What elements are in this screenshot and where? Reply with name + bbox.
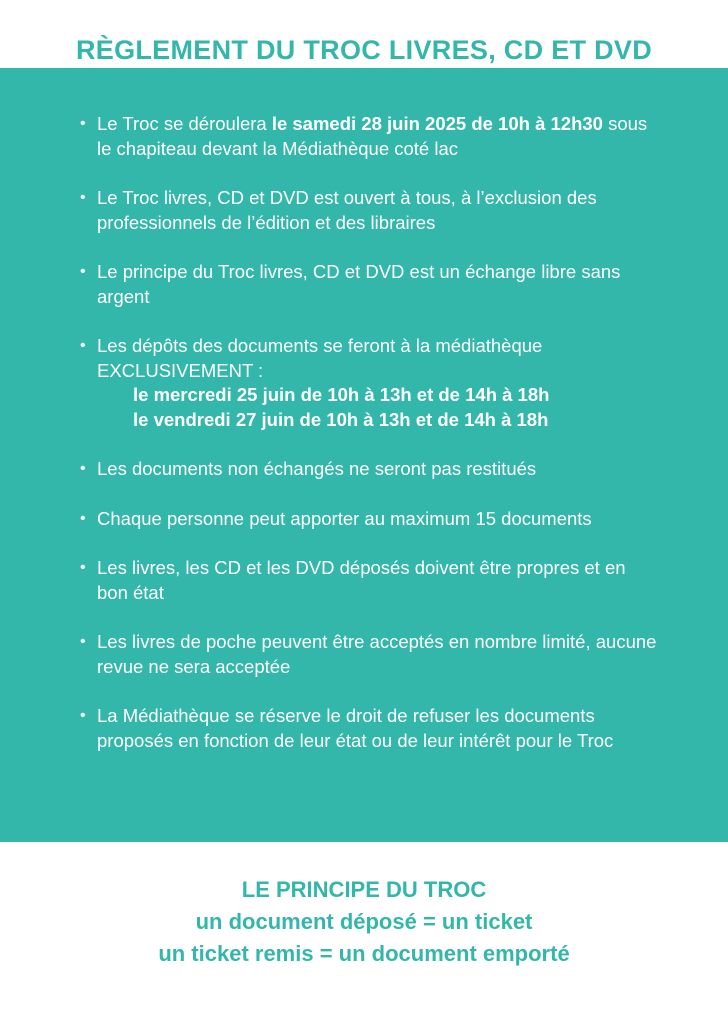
principle-footer (0, 874, 728, 970)
footer-heading: LE PRINCIPE DU TROC (241, 877, 487, 902)
bullet-icon: • (80, 509, 86, 527)
rule-no-return (80, 457, 660, 482)
rule-date-highlight: le samedi 28 juin 2025 de 10h à 12h30 (271, 113, 603, 134)
bullet-icon: • (80, 707, 86, 724)
rule-text: La Médiathèque se réserve le droit de refuser les documents proposés en fonction de leur état ou de leur intérêt pour le Troc (97, 705, 614, 751)
bullet-icon: • (80, 189, 86, 206)
rule-date (80, 112, 660, 161)
footer-line-2: un ticket remis = un document emporté (158, 941, 570, 966)
rule-text: Le principe du Troc livres, CD et DVD est un échange libre sans argent (97, 261, 621, 307)
rule-text: Les livres de poche peuvent être acceptés en nombre limité, aucune revue ne sera acceptée (97, 631, 657, 677)
rule-pocket-books (80, 630, 660, 679)
rule-text: Le Troc se déroulera (97, 113, 272, 134)
rule-text: sous le chapiteau devant la Médiathèque coté lac (97, 113, 648, 159)
page-title: RÈGLEMENT DU TROC LIVRES, CD ET DVD (75, 35, 653, 65)
title-bar (0, 0, 728, 68)
rule-text: Les livres, les CD et les DVD déposés doivent être propres et en bon état (97, 557, 626, 603)
rules-list (80, 112, 660, 778)
bullet-icon: • (80, 633, 86, 650)
rule-refusal (80, 704, 660, 753)
bullet-icon: • (80, 115, 86, 132)
rule-max-documents (80, 507, 660, 532)
rule-audience (80, 186, 660, 235)
deposit-schedule-2: le vendredi 27 juin de 10h à 13h et de 14h à 18h (133, 408, 549, 430)
bullet-icon: • (80, 337, 86, 354)
rule-text: Le Troc livres, CD et DVD est ouvert à tous, à l’exclusion des professionnels de l’édition et des libraires (97, 187, 597, 233)
rules-panel (0, 68, 728, 842)
rule-condition (80, 556, 660, 605)
rule-text: Chaque personne peut apporter au maximum 15 documents (97, 507, 592, 529)
bullet-icon: • (80, 263, 86, 280)
rule-deposits (80, 334, 660, 432)
footer-line-1: un document déposé = un ticket (195, 909, 533, 934)
bullet-icon: • (80, 460, 86, 477)
deposit-schedule-1: le mercredi 25 juin de 10h à 13h et de 14h à 18h (133, 384, 550, 405)
rule-text: Les documents non échangés ne seront pas restitués (97, 458, 537, 479)
rule-principle (80, 260, 660, 309)
bullet-icon: • (80, 559, 86, 576)
rule-text: Les dépôts des documents se feront à la médiathèque EXCLUSIVEMENT : (97, 335, 543, 381)
